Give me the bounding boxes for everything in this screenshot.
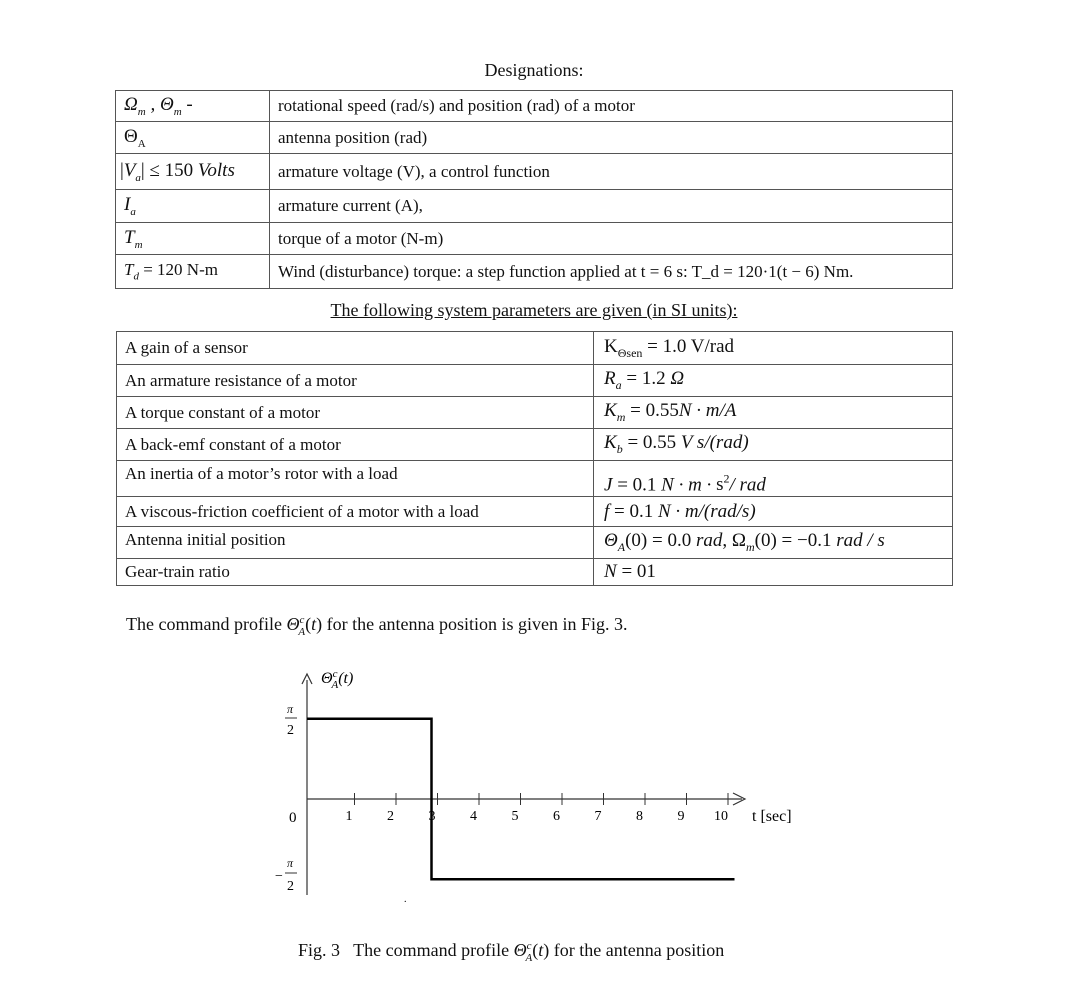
symbol-cell: $T_m$: [116, 223, 270, 255]
x-tick-label: 10: [714, 809, 728, 824]
y-axis-label: $\Theta^c$ A(t): [321, 668, 354, 691]
y-tick-top: [285, 702, 297, 738]
x-tick-label: 5: [511, 809, 519, 824]
x-tick-label: 9: [677, 809, 685, 824]
parameter-value: $K_m = 0.55N \cdot m/A$: [594, 397, 953, 429]
description-cell: armature current (A),: [270, 190, 953, 223]
parameter-value: N = 01: [594, 559, 953, 586]
parameter-name: An armature resistance of a motor: [117, 365, 594, 397]
parameter-name: A back-emf constant of a motor: [117, 429, 594, 461]
symbol-cell: $\Omega_m$ , $\Theta_m$ -: [116, 91, 270, 122]
x-ticks: [346, 793, 729, 824]
description-cell: rotational speed (rad/s) and position (rad) of a motor: [270, 91, 953, 122]
description-cell: armature voltage (V), a control function: [270, 154, 953, 190]
svg-text:−: −: [275, 869, 283, 884]
x-tick-label: 4: [470, 809, 477, 824]
x-tick-label: 2: [387, 809, 394, 824]
x-tick-label: 6: [553, 809, 560, 824]
parameter-name: A gain of a sensor: [117, 332, 594, 365]
x-tick-label: 8: [636, 809, 643, 824]
description-cell: Wind (disturbance) torque: a step function applied at t = 6 s: T_d = 120·1(t − 6) Nm.: [270, 255, 953, 289]
parameter-name: A viscous-friction coefficient of a motor with a load: [117, 497, 594, 527]
figure-reference-paragraph: The command profile $\Theta^c_A(t)$ for the antenna position is given in Fig. 3.: [126, 614, 628, 638]
description-cell: antenna position (rad): [270, 122, 953, 154]
parameter-value: $K_{\Theta sen} = 1.0$ V/rad: [594, 332, 953, 365]
svg-text:2: 2: [287, 879, 294, 894]
y-tick-zero: 0: [289, 810, 297, 826]
designations-heading: Designations:: [484, 60, 584, 80]
parameters-heading: The following system parameters are given (in SI units):: [330, 300, 738, 320]
x-axis-label: t [sec]: [752, 808, 792, 825]
parameter-value: $R_a = 1.2$ Ω: [594, 365, 953, 397]
svg-text:π: π: [287, 702, 294, 716]
svg-text:2: 2: [287, 723, 294, 738]
x-tick-label: 1: [345, 809, 353, 824]
figure-caption: Fig. 3 The command profile $\Theta^c_A(t)$ for the antenna position: [298, 940, 725, 964]
parameter-name: A torque constant of a motor: [117, 397, 594, 429]
x-tick-label: 3: [428, 809, 436, 824]
description-cell: torque of a motor (N-m): [270, 223, 953, 255]
symbol-cell: $\Theta_A$: [116, 122, 270, 154]
parameter-name: Gear-train ratio: [117, 559, 594, 586]
x-tick-label: 7: [594, 809, 602, 824]
parameter-value: f = 0.1 N · m/(rad/s): [594, 497, 953, 527]
symbol-cell: $T_d = 120$ N-m: [116, 255, 270, 289]
symbol-cell: $I_a$: [116, 190, 270, 223]
y-tick-bottom: [275, 856, 297, 894]
parameter-value: $\Theta_A(0) = 0.0$ rad, $\Omega_m(0) = -0.1$ rad / s: [594, 527, 953, 559]
parameter-value: $K_b = 0.55$ V s/(rad): [594, 429, 953, 461]
parameter-name: Antenna initial position: [117, 527, 594, 559]
symbol-cell: $|V_a| \le 150$ Volts: [116, 154, 270, 190]
parameter-name: An inertia of a motor’s rotor with a load: [117, 461, 594, 497]
svg-text:π: π: [287, 856, 294, 870]
parameter-value: J = 0.1 $N \cdot m \cdot s^2/$ rad: [594, 461, 953, 497]
stray-dot: .: [404, 894, 407, 905]
